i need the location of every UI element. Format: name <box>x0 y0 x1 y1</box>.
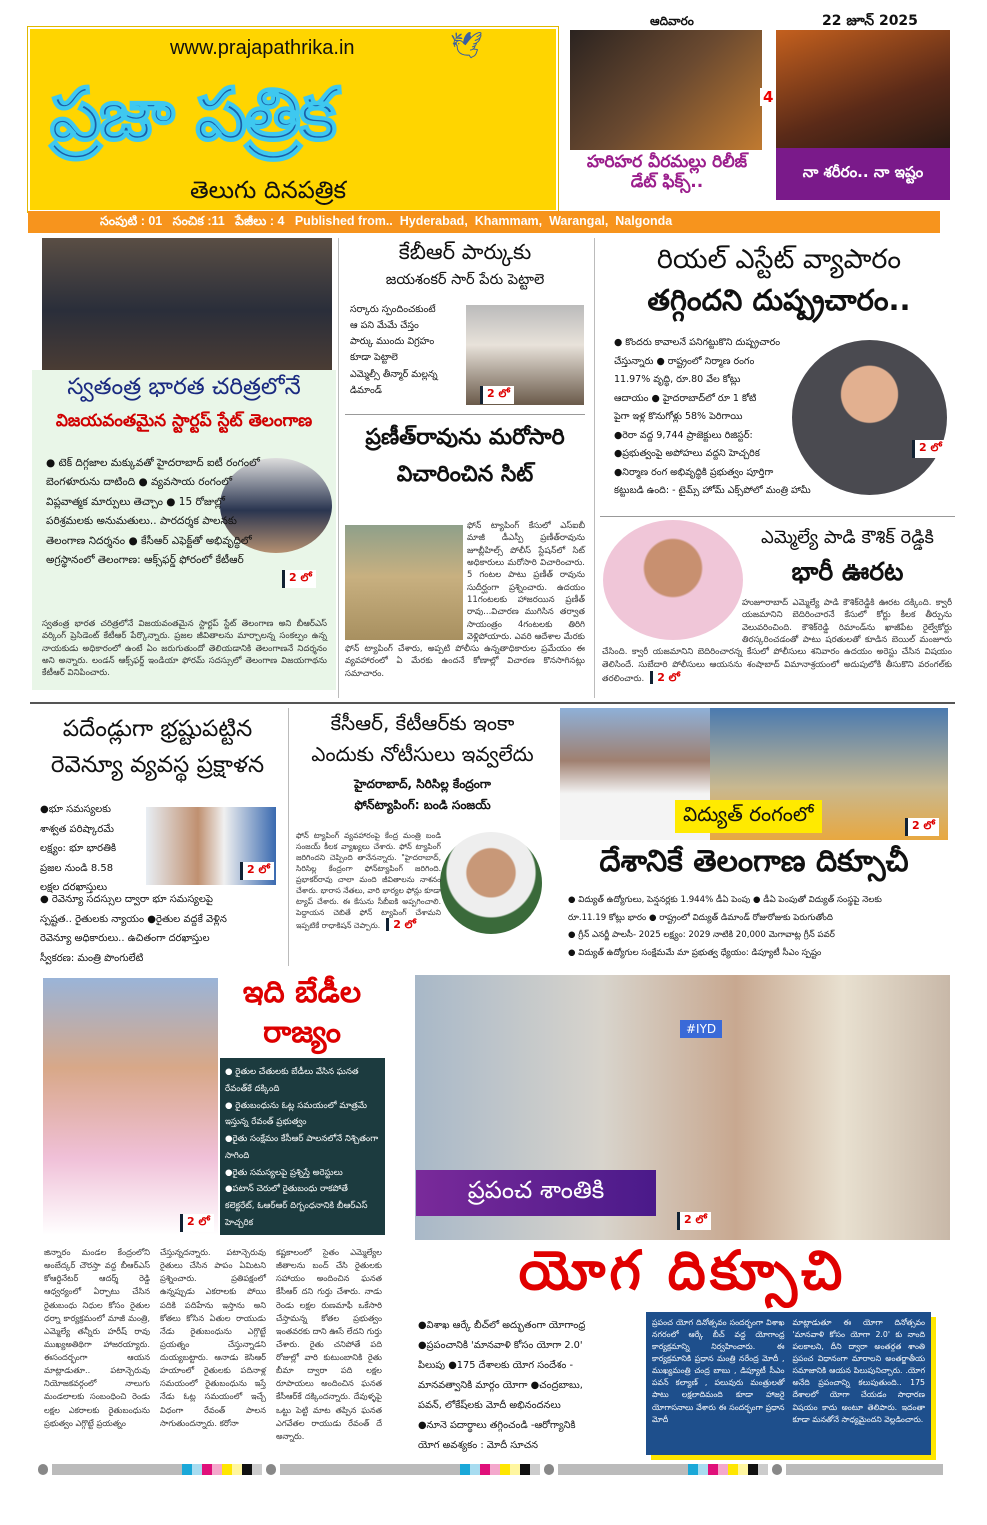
harish-rao-photo <box>43 978 218 1235</box>
power-label: విద్యుత్ రంగంలో <box>675 800 822 833</box>
kbr-summary <box>350 302 462 399</box>
praneeth-headline-1: ప్రణీత్‌రావును మరోసారి <box>365 425 565 450</box>
section-divider <box>600 516 955 517</box>
shackles-bullet-box <box>220 1058 385 1235</box>
kbr-line: డిమాండ్ <box>350 384 382 396</box>
page-ref-badge[interactable]: 2 లో <box>282 570 316 588</box>
kaushik-text: హుజూరాబాద్ ఎమ్మెల్యే పాడి కౌశిక్‌రెడ్డికి ఊరట దక్కింది. క్వారీ యజమానిని బెదిరించారనే కేసులో కోర్టు కీలక తీర్పును వెలువరించింది. కౌశిక్‌రెడ్డి రిమాండ్‌ను ఖాజీపేట రైల్వేకోర్టు తిరస్కరించడంతో పాటు షరతులతో కూడిన బెయిల్ మంజూరు చేసింది. క్వారీ యజమానిని బెదిరించారన్న కేసులో పోలీసులు శనివారం ఉదయం అరెస్టు చేసిన విషయం తెలిసిందే. సుబేదారి పోలీసులు ఆయనను శంషాబాద్ విమానాశ్రయంలో అదుపులోకి తీసుకొని వరంగల్‌కు తరలించారు. <box>602 598 952 684</box>
shackles-col-1: జిన్నారం మండల కేంద్రంలోని అంబేద్కర్ చౌరస్తా వద్ద బీఆర్ఎస్ కోఆర్డినేటర్ ఆదర్శ్ రెడ్డి ఆధ్వర్యంలో ఏర్పాటు చేసిన రైతుబంధు నిధుల కోసం రైతుల ధర్నా కార్యక్రమంలో మాజీ మంత్రి, ఎమ్మెల్యే తన్నీరు హరీష్ రావు ముఖ్యఅతిథిగా హాజరయ్యారు. ఈసందర్భంగా ఆయన మాట్లాడుతూ.. పటాన్చెరువు నియోజకవర్గంలో నాలుగు మండలాలకు సంబంధించి రెండు లక్షల ఎకరాలకు రైతుబంధును ప్రభుత్వం ఎగ్గొట్టే ప్రయత్నం <box>44 1247 150 1428</box>
praneeth-headline-2: విచారించిన సిట్ <box>396 462 534 487</box>
row-divider <box>30 702 955 704</box>
section-divider <box>345 414 585 415</box>
realestate-headline-2: తగ్గిందని దుష్ప్రచారం.. <box>647 283 911 317</box>
realestate-line: ● కొందరు కావాలనే పనిగట్టుకొని దుష్ప్రచారం <box>614 337 781 348</box>
realestate-line: ●రెరా వద్ద 9,744 ప్రాజెక్టులు రిజిస్టర్: <box>614 429 753 441</box>
startup-article <box>32 370 336 690</box>
page-ref-badge[interactable]: 2 లో <box>677 1212 711 1230</box>
startup-bullets <box>46 454 268 571</box>
kbr-line: కూడా పెట్టాలె <box>350 352 398 364</box>
yoga-line: ●ప్రపంచానికి 'మానవాళి కోసం యోగా 2.0' <box>418 1340 583 1352</box>
date-label: 22 జూన్ 2025 <box>822 13 918 29</box>
revenue-line: ప్రజల నుండి 8.58 <box>40 862 114 874</box>
startup-bullets-text: ● టెక్ దిగ్గజాల మక్కువతో హైదరాబాద్ ఐటీ రంగంలో బెంగళూరును దాటింది ● వ్యవసాయ రంగంలో విప్లవాత్మక మార్పులు తెచ్చాం ● 15 రోజుల్లో పరిశ్రమలకు అనుమతులు.. పారదర్శక పాలనకు తెలంగాణ నిదర్శనం ● కేసీఆర్ ఎఫెక్ట్‌తో అభివృద్ధిలో అగ్రస్థానంలో తెలంగాణ: ఆక్స్‌ఫర్డ్ ఫోరంలో కేటీఆర్ <box>46 457 260 567</box>
revenue-line: స్పష్టత.. రైతులకు న్యాయం ●రైతుల వద్దకే వెళ్లిన <box>40 913 227 925</box>
kbr-line: సర్కారు స్పందించకుంటే <box>350 304 436 315</box>
yoga-line: పవన్, లోకేష్‌లకు మోదీ అభినందనలు <box>418 1400 561 1412</box>
yoga-headline: యోగ దిక్సూచి <box>518 1239 847 1302</box>
realestate-line: ●నిర్మాణ రంగ అభివృద్ధికి ప్రభుత్వం పూర్తిగా <box>614 466 774 478</box>
revenue-headline-2: రెవెన్యూ వ్యవస్థ ప్రక్షాళన <box>50 752 265 778</box>
revenue-line: శాశ్వత పరిష్కారమే <box>40 823 114 835</box>
revenue-line: లక్షల దరఖాస్తులు <box>40 882 108 893</box>
image-float <box>441 830 546 935</box>
praneeth-text: ఫోన్ ట్యాపింగ్ కేసులో ఎస్ఐబీ మాజీ డీఎస్పీ ప్రణీత్‌రావును జూబ్లీహిల్స్ పోలీస్ స్టేషన్‌లో సిట్ అధికారులు మరోసారి విచారించారు. 5 గంటల పాటు ప్రణీత్ రావును సుదీర్ఘంగా ప్రశ్నించారు. ఉదయం 11గంటలకు హాజరయిన ప్రణీత్ రావు...విచారణ ముగిసిన తర్వాత సాయంత్రం 4గంటలకు తిరిగి వెళ్లిపోయారు. ఎవరి ఆదేశాల మేరకు ఫోన్ ట్యాపింగ్ చేశారు, అప్పటి పోలీసు ఉన్నతాధికారుల ప్రమేయం ఈ వ్యవహారంలో ఏ మేరకు ఉందనే కోణాల్లో విచారణ కొనసాగినట్లు సమాచారం. <box>345 521 585 679</box>
startup-body: స్వతంత్ర భారత చరిత్రలోనే విజయవంతమైన స్టార్టప్ స్టేట్ తెలంగాణ అని బీఆర్ఎస్ వర్కింగ్ ప్రెసిడెంట్ కేటీఆర్ పేర్కొన్నారు. ప్రజల జీవితాలను మార్చాలన్న సంకల్పం ఉన్న నాయకుడు అధికారంలో ఉంటే ఏం జరుగుతుందో తెలియడానికి తెలంగాణనే నిదర్శనం అని అన్నారు. లండన్ ఆక్స్‌ఫర్డ్ ఇండియా ఫోరమ్ సదస్సులో తెలంగాణ విజయగాథను కేటీఆర్ వినిపించారు. <box>42 619 327 679</box>
realestate-line: కట్టుబడి ఉంది: - టైమ్స్ హోమ్ ఎక్స్‌పోలో మంత్రి హామీ <box>614 485 811 497</box>
power-line: ● విద్యుత్ ఉద్యోగులు, పెన్షనర్లకు 1.944% డీఏ పెంపు ● డీఏ పెంపుతో విద్యుత్ సంస్థపై నెలకు <box>568 895 882 905</box>
teaser-photo-harihara[interactable] <box>570 30 762 150</box>
kbr-line: పార్కు ముందు విగ్రహం <box>350 336 435 348</box>
image-float <box>345 520 467 640</box>
revenue-line: ●భూ సమస్యలకు <box>40 804 111 815</box>
page-ref-badge[interactable]: 2 లో <box>240 862 274 880</box>
yoga-body-box <box>646 1312 931 1455</box>
kaushik-headline-1: ఎమ్మెల్యే పాడి కౌశిక్ రెడ్డికి <box>761 527 934 548</box>
realestate-line: చేస్తున్నారు ● రాష్ట్రంలో నిర్మాణ రంగం <box>614 355 755 367</box>
website-url[interactable]: www.prajapathrika.in <box>170 37 355 59</box>
realestate-headline-1: రియల్ ఎస్టేట్ వ్యాపారం <box>656 244 902 275</box>
printer-color-bar <box>38 1464 943 1475</box>
column-divider <box>338 238 339 698</box>
power-headline: దేశానికే తెలంగాణ దిక్సూచీ <box>599 844 909 879</box>
kaushik-body <box>602 597 952 685</box>
teaser-photo-actress[interactable] <box>776 30 950 148</box>
minister-photo-circle <box>792 340 947 495</box>
notice-text: ఫోన్ ట్యాపింగ్ వ్యవహారంపై కేంద్ర మంత్రి బండి సంజయ్ కీలక వ్యాఖ్యలు చేశారు. ఫోన్ ట్యాపింగ్ జరిగిందని చెప్పింది తానేనన్నారు. "హైదరాబాద్, సిరిసిల్ల కేంద్రంగా ఫోన్‌ట్యాపింగ్ జరిగింది. ప్రభాకర్‌రావు చాలా మంది జీవితాలను నాశనం చేశారు. భారాస నేతలు, వారి భార్యల ఫోన్లు కూడా ట్యాప్ చేశారు. ఈ కేసును సీబీఐకి అప్పగించాలి. పెద్దాయన చెబితే ఫోన్ ట్యాపింగ్ చేశామని ఇప్పటికే రాధాకిషన్ చెప్పారు. <box>296 831 441 930</box>
realestate-line: 11.97% వృద్ధి, రూ.80 వేల కోట్లు <box>614 374 741 386</box>
notice-body <box>296 830 546 935</box>
revenue-bullets-long <box>40 890 285 968</box>
power-line: రూ.11.19 కోట్లు భారం ● రాష్ట్రంలో విద్యుత్ డిమాండ్ రోజురోజుకు పెరుగుతోంది <box>568 912 833 923</box>
shackles-headline-1: ఇది బేడీల <box>242 975 362 1010</box>
kbr-line: ఆ పని మేమే చేస్తం <box>350 320 419 332</box>
yoga-col-1: ప్రపంచ యోగ దినోత్సవం సందర్భంగా విశాఖ నగరంలో ఆర్కే బీచ్ వద్ద యోగాంధ్ర కార్యక్రమాన్ని నిర్వహించారు. ఈ కార్యక్రమానికి ప్రధాన మంత్రి నరేంద్ర మోదీ , ముఖ్యమంత్రి చంద్ర బాబు , డిప్యూటీ సీఎం పవన్ కల్యాణ్ , పలువురు మంత్రులతో పాటు లక్షలాదిమంది కూడా హాజరై యోగాసనాలు వేశారు ఈ సందర్భంగా ప్రధాన మోదీ <box>652 1318 785 1424</box>
kbr-headline-2: జయశంకర్ సార్ పేరు పెట్టాలె <box>385 272 545 288</box>
yoga-line: ●నూనె పదార్థాలు తగ్గించండి -ఆరోగ్యానికి <box>418 1420 576 1432</box>
shackles-bullet: ● రైతుబంధును ఓట్ల సమయంలో మాత్రమే ఇస్తున్న రేవంత్ ప్రభుత్వం <box>225 1100 367 1128</box>
page-ref-badge[interactable]: 2 లో <box>180 1214 214 1232</box>
power-line: ● విద్యుత్ ఉద్యోగుల సంక్షేమమే మా ప్రభుత్వ ధ్యేయం: డిప్యూటీ సీఎం స్పష్టం <box>568 947 822 958</box>
yoga-line: యోగ అవశ్యకం : మోదీ సూచన <box>418 1440 539 1452</box>
revenue-bullets-short <box>40 800 144 898</box>
yoga-label: ప్రపంచ శాంతికి <box>416 1170 656 1216</box>
page-ref-badge[interactable]: 2 లో <box>905 818 939 836</box>
realestate-line: పైగా ఇళ్ల కొనుగోళ్లు 58% పెరిగాయి <box>614 411 743 423</box>
dove-icon: 🕊 <box>450 31 484 61</box>
kbr-headline-1: కేబీఆర్ పార్కుకు <box>398 240 532 264</box>
notice-headline-2: ఎందుకు నోటీసులు ఇవ్వలేదు <box>311 742 534 766</box>
notice-sub-1: హైదరాబాద్, సిరిసిల్ల కేంద్రంగా <box>354 777 491 791</box>
shackles-col-2: చేస్తున్నదన్నారు. పటాన్చెరువు రైతులు చేసిన పాపం ఏమిటని ప్రశ్నించారు. ప్రతిపక్షంలో ఉన్నప్పుడు ఎకరాలకు పోయి పదికి పదిహేను ఇస్తాను అని కోతలు కోసిన ఏతుల రాయుడు నేడు రైతుబంధును ఎగ్గొట్టే ప్రయత్నం చేస్తున్నాడని దుయ్యబట్టారు. ఆనాడు కెసిఆర్ హయాంలో రైతులకు పదినాళ్ల సమయంలో రైతుబంధును ఇస్తే నేడు ఓట్ల సమయంలో ఇచ్చే విధంగా రేవంత్ పాలన సాగుతుందన్నారు. కరోనా <box>160 1247 266 1428</box>
info-bar: సంపుటి : 01 సంచిక :11 పేజీలు : 4 Published from.. Hyderabad, Khammam, Warangal, Nalgonda <box>28 211 940 233</box>
page-ref-badge[interactable]: 2 లో <box>480 386 514 404</box>
column-divider <box>594 238 595 698</box>
shackles-bullet: ●రైతు సమస్యలపై ప్రశ్నిస్తే అరెస్టులు <box>225 1167 343 1178</box>
page-ref-badge[interactable]: 2 లో <box>386 918 420 931</box>
startup-headline-2: విజయవంతమైన స్టార్టప్ స్టేట్ తెలంగాణ <box>55 411 313 431</box>
page-ref-badge[interactable]: 2 లో <box>912 440 946 458</box>
kbr-line: ఎమ్మెల్సీ తీన్మార్ మల్లన్న <box>350 368 438 380</box>
realestate-line: ●ప్రభుత్వంపై అపోహలు వద్దని హెచ్చరిక <box>614 448 760 460</box>
page-number-badge: 4 <box>760 88 776 106</box>
revenue-line: లక్ష్యం: భూ భారతికి <box>40 843 117 854</box>
startup-headline-1: స్వతంత్ర భారత చరిత్రలోనే <box>67 374 301 400</box>
revenue-line: రెవెన్యూ అధికారులు.. ఉచితంగా దరఖాస్తుల <box>40 933 210 944</box>
page-ref-badge[interactable]: 2 లో <box>650 671 684 684</box>
teaser-caption-actress[interactable]: నా శరీరం.. నా ఇష్టం <box>776 148 950 200</box>
power-line: ● గ్రీన్ ఎనర్జీ పాలసీ- 2025 లక్ష్యం: 2029 నాటికి 20,000 మెగావాట్ల గ్రీన్ పవర్ <box>568 930 835 941</box>
praneeth-body <box>345 520 585 680</box>
yoga-line: మానవత్వానికి మార్గం యోగా ●చంద్రబాబు, <box>418 1380 583 1392</box>
revenue-headline-1: పదేండ్లుగా భ్రష్టుపట్టిన <box>62 716 253 742</box>
day-label: ఆదివారం <box>650 14 694 28</box>
yoga-photo-banner: #IYD <box>680 1020 722 1038</box>
newspaper-subtitle: తెలుగు దినపత్రిక <box>190 176 347 204</box>
teaser-caption-harihara[interactable]: హరిహర వీరమల్లు రిలీజ్ డేట్ ఫిక్స్.. <box>586 152 748 193</box>
shackles-col-3: కష్టకాలంలో సైతం ఎమ్మెల్యేల జీతాలను బంద్ చేసి రైతులకు సహాయం అందించిన ఘనత కేసీఆర్ దని గుర్తు చేశారు. నాడు రెండు లక్షల రుణమాఫీ ఒకేసారి చేస్తామన్న కోతల ప్రభుత్వం ఇంతవరకు దాని ఊసే లేదని గుర్తు చేశారు. రైతు చనిపోతే పది రోజుల్లో వారి కుటుంబానికి రైతు బీమా ద్వారా పది లక్షల రూపాయలు అందించిన ఘనత కేసీఆర్‌కే దక్కిందన్నారు. దేవుళ్ళపై ఒట్టు పెట్టి మాట తప్పిన ఘనత ఎగవేతల రాయుడు రేవంత్ దే అన్నారు. <box>276 1247 382 1441</box>
shackles-bullet: ●రైతు సంక్షేమం కేసీఆర్ పాలనలోనే నిశ్చితంగా సాగింది <box>225 1134 379 1161</box>
image-float <box>602 597 742 635</box>
kaushik-headline-2: భారీ ఊరట <box>791 557 904 586</box>
yoga-line: పిలుపు ●175 దేశాలకు యోగ సందేశం - <box>418 1360 574 1372</box>
revenue-line: స్వీకరణ: మంత్రి పొంగులేటి <box>40 952 144 964</box>
shackles-headline-2: రాజ్యం <box>263 1015 341 1050</box>
yoga-col-2: మాట్లాడుతూ ఈ యోగా దినోత్సవం 'మానవాళి కోసం యోగా 2.0' కు నాంది పలకాలని, దీని ద్వారా అంతర్గత శాంతి ప్రపంచ విధానంగా మారాలని అంతర్జాతీయ సమాజానికి ఆయన పిలుపునిచ్చారు. .యోగ అనేది ప్రపంచాన్ని కలుపుతుంది.. 175 దేశాలలో యోగా చేయడం సాధారణ విషయం కాదు అంటూ తెలిపారు. ఇదంతా కూడా మనతోనే సాధ్యమైందని వెల్లడించారు. <box>792 1318 925 1424</box>
notice-headline-1: కేసీఆర్, కేటీఆర్‌కు ఇంకా <box>330 711 515 735</box>
startup-event-photo <box>42 238 332 370</box>
column-divider <box>288 708 289 966</box>
shackles-bullet: ● రైతుల చేతులకు బేడీలు వేసిన ఘనత రేవంత్‌కే దక్కింది <box>225 1067 359 1094</box>
shackles-bullet: ●పటాన్ చెరులో రైతుబంధు రాకపోతే కలెక్టరేట్, ఓఆర్ఆర్ దిగ్బంధనానికి బీఆర్ఎస్ హెచ్చరిక <box>225 1184 368 1228</box>
power-bullets <box>568 892 958 962</box>
yoga-bullets <box>418 1316 643 1457</box>
newspaper-logo-title: ప్రజా పత్రిక <box>50 72 335 156</box>
revenue-line: ● రెవెన్యూ సదస్సుల ద్వారా భూ సమస్యలపై <box>40 894 214 905</box>
realestate-line: ఆదాయం ● హైదరాబాద్‌లో రూ 1 కోటి <box>614 392 757 404</box>
yoga-line: ●విశాఖ ఆర్కే బీచ్‌లో అద్భుతంగా యోగాంధ్ర <box>418 1320 586 1331</box>
notice-sub-2: ఫోన్‌ట్యాపింగ్: బండి సంజయ్ <box>354 798 491 812</box>
masthead <box>28 27 558 212</box>
